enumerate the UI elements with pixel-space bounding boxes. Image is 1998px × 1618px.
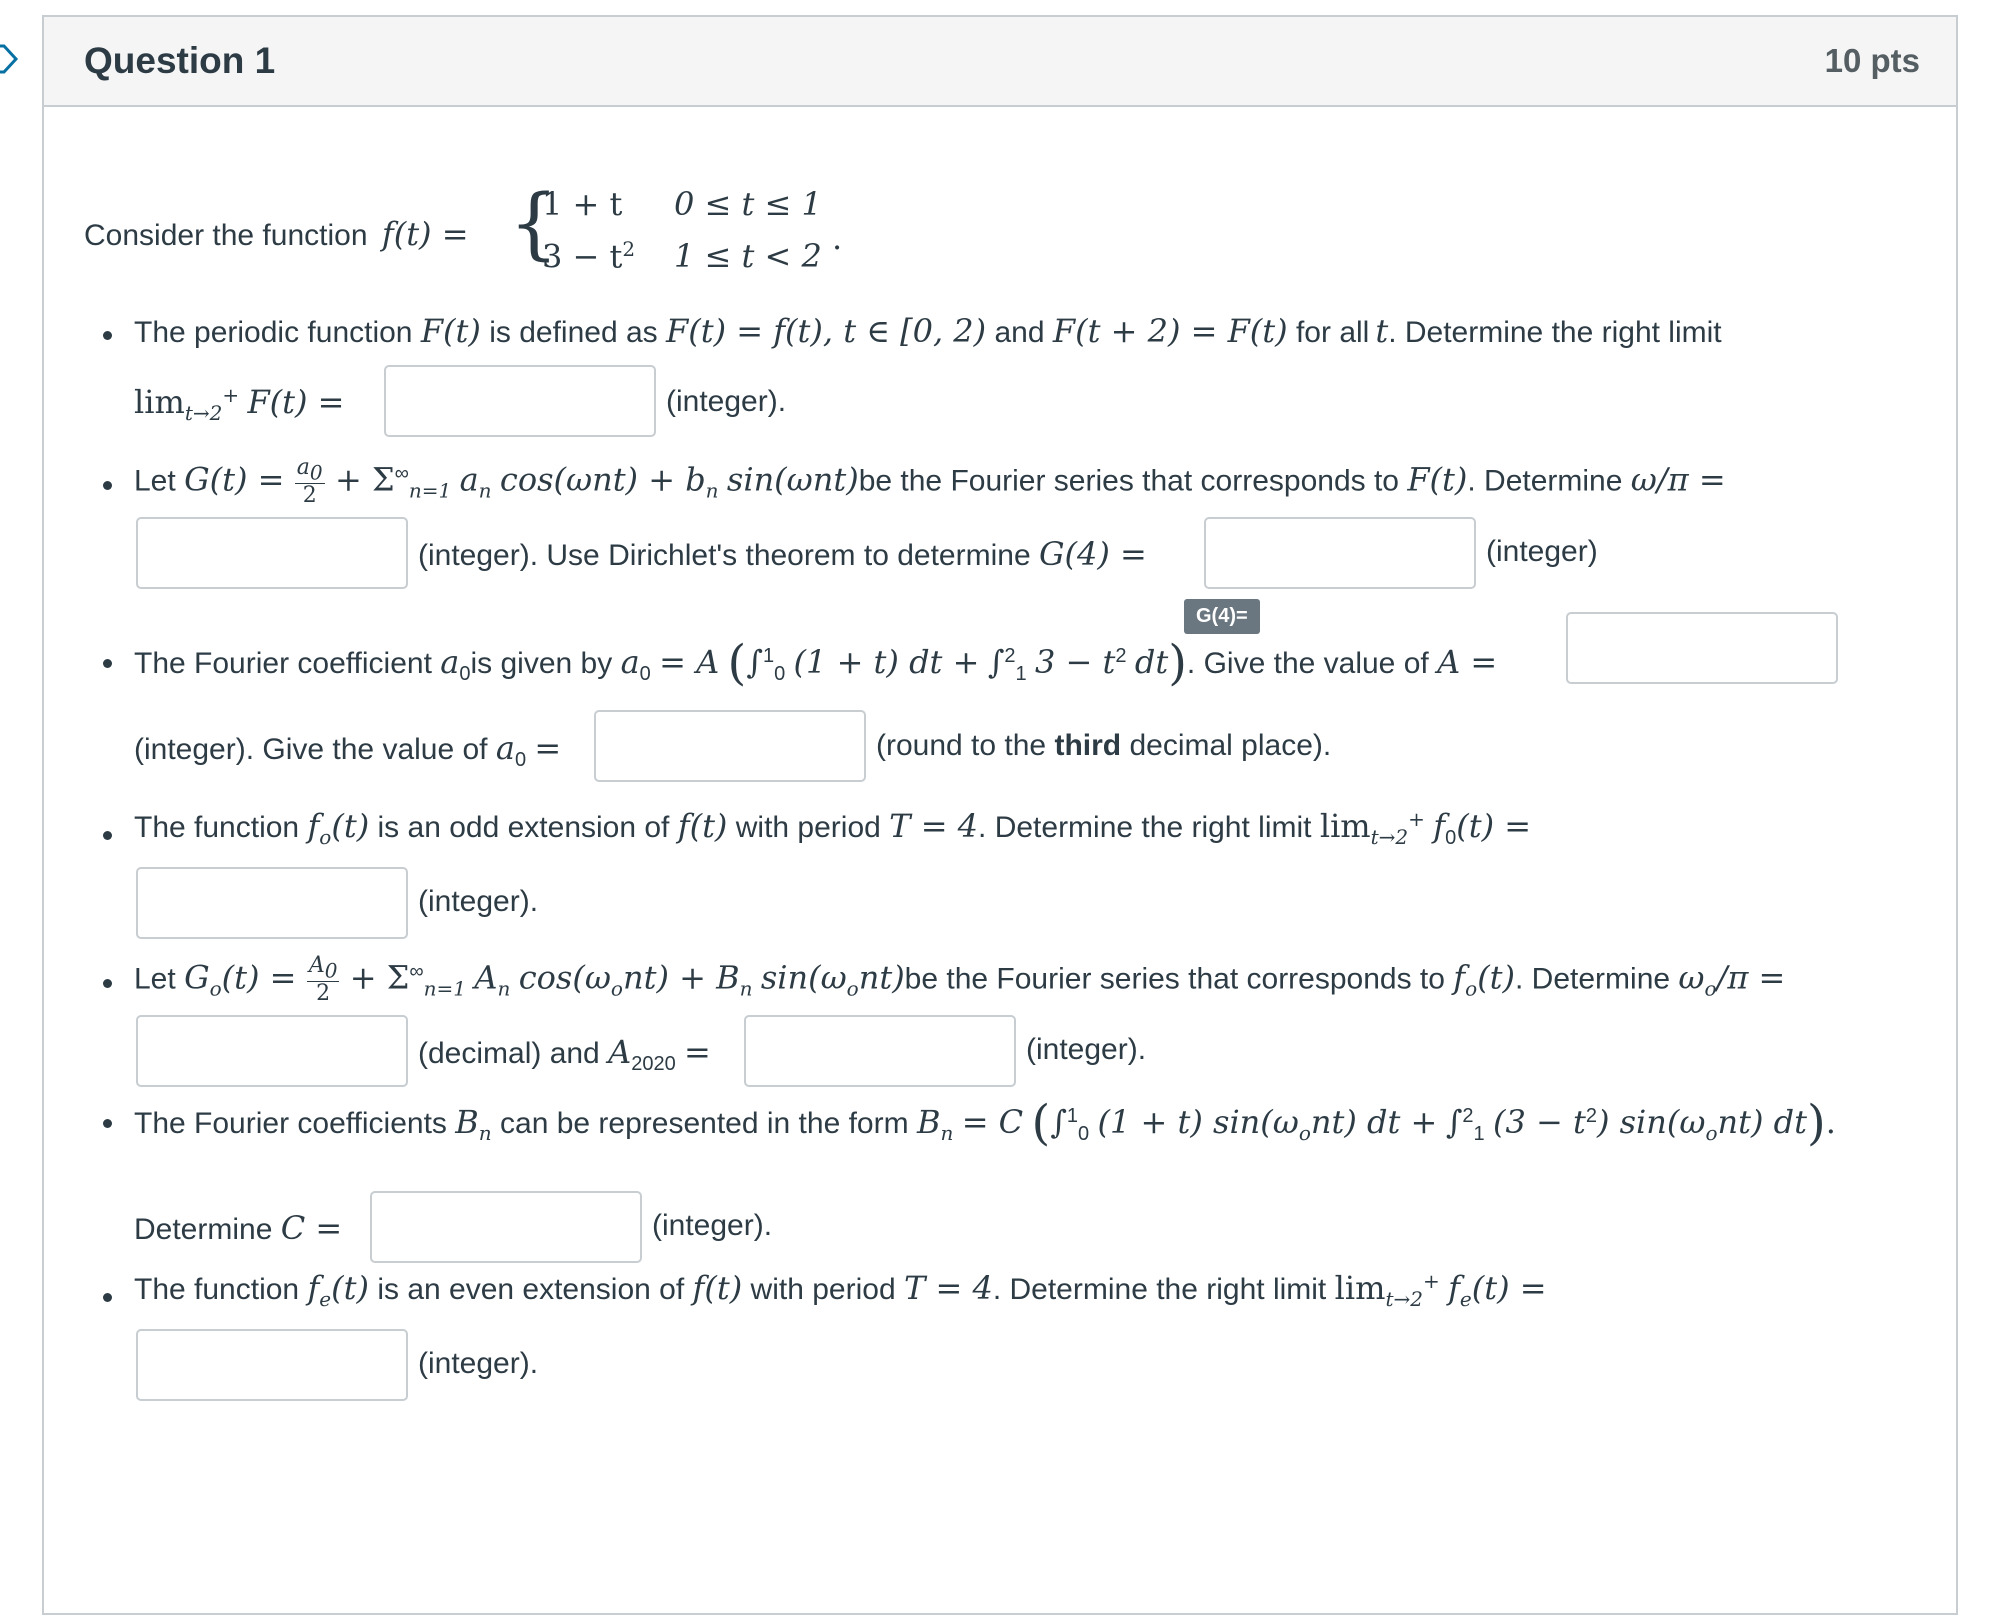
item7-T: T = 4 [903, 1269, 993, 1307]
item1-limsub: t→2 [184, 401, 223, 425]
item6-text-a: The Fourier coefficients [134, 1107, 447, 1140]
intro-label: Consider the function [84, 219, 368, 252]
item1-limsup: + [222, 383, 240, 407]
item3-body2: 3 − t [1035, 643, 1116, 681]
item5-det: . Determine [1515, 962, 1671, 996]
item5-om: ω [1678, 958, 1705, 997]
item2-series-c: sin(ωnt) [726, 460, 859, 499]
item2-sum: + Σ [334, 460, 395, 499]
item5-sum: + Σ [349, 958, 410, 997]
item4-ft: f(t) [677, 807, 728, 845]
item5-sumsup: ∞ [409, 960, 424, 983]
item2-fnumsub: 0 [309, 460, 323, 485]
item7-lim: lim [1334, 1269, 1386, 1307]
item2-hint2: (integer) [1486, 535, 1598, 568]
item6-Bn: B [455, 1103, 479, 1141]
item7-limsup: + [1422, 1269, 1440, 1293]
item3-hint1: (integer). Give the value of [134, 733, 488, 766]
item5-s1sub: n [497, 976, 511, 1001]
item5-sumsub: n=1 [423, 976, 467, 1001]
item6-paren-open: ( [1031, 1095, 1051, 1151]
item4-fosub: o [319, 825, 332, 849]
item7-limsub: t→2 [1385, 1287, 1423, 1311]
item4-fo: f [307, 807, 320, 845]
item4-text-c: with period [735, 811, 881, 844]
item5-omtail: /π = [1716, 958, 1786, 997]
item1-text-b: is defined as [489, 316, 658, 349]
item7-text-a: The function [134, 1273, 300, 1306]
item2-let: Let [134, 464, 176, 498]
item5-fo: f [1453, 958, 1466, 997]
answer-input-3[interactable] [1204, 517, 1476, 589]
item3-int1sub: 0 [774, 663, 786, 685]
item6-body2sup: 2 [1585, 1105, 1597, 1127]
item5-s1: A [474, 958, 498, 997]
item7-fe2tail: (t) = [1471, 1269, 1547, 1307]
item6-int1: ∫ [1050, 1103, 1067, 1141]
item3-a0b: a [495, 729, 515, 767]
answer-input-10[interactable] [136, 1329, 408, 1401]
item2-series-b: cos(ωnt) + b [499, 460, 706, 499]
item5-A2020sub: 2020 [631, 1053, 676, 1075]
item3-int1: ∫ [746, 643, 763, 681]
item1-t: t [1375, 312, 1389, 350]
item2-fnum: a [296, 455, 310, 480]
item4-fot: (t) [331, 807, 370, 845]
item2-line1 [134, 457, 1726, 508]
question-body [44, 107, 1956, 1613]
item3-hint2b: third [1054, 729, 1122, 762]
item2-fden: 2 [302, 483, 317, 509]
bullet-3 [103, 659, 112, 668]
item3-eq: = A [659, 643, 720, 681]
item6-hint: (integer). [652, 1209, 773, 1242]
item5-fosub: o [1465, 976, 1478, 1001]
item5-fden: 2 [316, 981, 331, 1007]
case2-cond: 1 ≤ t < 2 [674, 237, 822, 275]
item7-fesub: e [319, 1287, 332, 1311]
item3-text-a: The Fourier coefficient [134, 647, 432, 680]
item1-limit [134, 383, 344, 425]
item1-periodicity: F(t + 2) = F(t) [1052, 312, 1288, 350]
item6-line1 [134, 1095, 1836, 1151]
case1-expr: 1 + t [542, 185, 623, 223]
item3-body2tail: dt [1134, 643, 1169, 681]
item7-text-d: . Determine the right limit [992, 1273, 1327, 1306]
item3-line1 [134, 635, 1497, 691]
item7-text-b: is an even extension of [377, 1273, 685, 1306]
item6-body2: (3 − t [1492, 1103, 1586, 1141]
item3-hint2a: (round to the [876, 729, 1047, 762]
intro-period: . [832, 219, 843, 257]
item2-series-a: a [459, 460, 479, 499]
item6-line2 [134, 1209, 342, 1247]
item5-line1 [134, 955, 1785, 1006]
item6-int1sup: 1 [1066, 1105, 1079, 1127]
question-points: 10 pts [1824, 42, 1920, 79]
item2-omega: ω/π = [1630, 460, 1726, 499]
item2-frac [295, 457, 325, 508]
case2-expr-base: 3 − t [542, 237, 623, 276]
question-title: Question 1 [84, 40, 276, 81]
item2-hint1: (integer). Use Dirichlet's theorem to determine [418, 539, 1031, 572]
item7-text-c: with period [750, 1273, 896, 1306]
item2-sumsup: ∞ [394, 462, 409, 485]
item7-line1 [134, 1269, 1547, 1311]
item5-A2020: A [608, 1033, 632, 1071]
answer-input-1[interactable] [384, 365, 656, 437]
item3-a0sub: 0 [459, 663, 471, 685]
item3-hint2c: decimal place). [1129, 729, 1332, 762]
piecewise-brace: { [509, 179, 559, 269]
item3-int2sup: 2 [1004, 645, 1016, 667]
answer-input-4[interactable] [1566, 612, 1838, 684]
case2-expr-exp: 2 [622, 237, 636, 261]
item4-limsub: t→2 [1370, 825, 1409, 849]
case1-cond: 0 ≤ t ≤ 1 [674, 185, 822, 223]
item2-series-sub: n [478, 478, 492, 503]
item5-s3: nt) + B [622, 958, 740, 997]
item1-text-e: . Determine the right limit [1388, 316, 1722, 349]
item2-det: . Determine [1467, 464, 1623, 498]
answer-input-5[interactable] [594, 710, 866, 782]
bullet-5 [103, 979, 112, 988]
item5-be: be the Fourier series that corresponds to [904, 962, 1445, 996]
item3-body2sup: 2 [1115, 645, 1127, 667]
item4-line1 [134, 807, 1531, 850]
item5-s4sub: o [846, 976, 859, 1001]
item4-lim: lim [1319, 807, 1371, 845]
item5-hint1: (decimal) and [418, 1037, 600, 1070]
item3-text-c: . Give the value of [1186, 647, 1429, 680]
item3-lhs: a [620, 643, 640, 681]
intro-text [84, 215, 469, 253]
item6-eq: = C [961, 1103, 1024, 1141]
item4-text-b: is an odd extension of [377, 811, 670, 844]
item6-int2sup: 2 [1462, 1105, 1474, 1127]
item6-int2: ∫ [1445, 1103, 1463, 1141]
bullet-4 [103, 831, 112, 840]
item5-Gotail: (t) = [221, 958, 297, 997]
item4-f0sub: 0 [1445, 827, 1457, 849]
item6-Bn2: B [916, 1103, 941, 1141]
bookmark-icon[interactable] [0, 42, 20, 76]
item4-T: T = 4 [889, 807, 979, 845]
item1-text-a: The periodic function [134, 316, 413, 349]
item2-be: be the Fourier series that corresponds to [858, 464, 1399, 498]
item2-G: G(t) = [184, 460, 285, 499]
item6-C: C = [280, 1209, 343, 1247]
item4-f0tail: (t) = [1456, 807, 1532, 845]
item5-s4: sin(ω [760, 958, 847, 997]
item2-series-sub2: n [705, 478, 719, 503]
item6-body1: (1 + t) sin(ω [1097, 1103, 1299, 1141]
item3-a0: a [440, 643, 460, 681]
item6-Bn2sub: n [940, 1121, 954, 1145]
item5-Go: G [184, 958, 210, 997]
answer-input-2[interactable] [136, 517, 408, 589]
item1-limtail: F(t) = [247, 383, 345, 421]
question-header [44, 17, 1956, 107]
item5-s3sub: n [739, 976, 753, 1001]
case2-expr [542, 237, 635, 276]
item2-line2 [418, 535, 1147, 573]
item3-body1: (1 + t) dt + [793, 643, 980, 681]
item3-line2 [134, 729, 561, 772]
answer-tooltip: G(4)= [1184, 599, 1260, 634]
item5-fot: (t) [1477, 958, 1516, 997]
answer-input-8[interactable] [744, 1015, 1016, 1087]
bullet-6 [103, 1119, 112, 1128]
question-card [42, 15, 1958, 1615]
item1-def: F(t) = f(t), t ∈ [0, 2) [666, 312, 987, 350]
item7-fe: f [307, 1269, 320, 1307]
item1-hint: (integer). [666, 385, 787, 418]
item5-let: Let [134, 962, 176, 996]
bullet-7 [103, 1293, 112, 1302]
bullet-2 [103, 481, 112, 490]
item5-fnum: A [308, 953, 325, 978]
item7-fet: (t) [331, 1269, 369, 1307]
answer-input-7[interactable] [136, 1015, 408, 1087]
item1-Ft: F(t) [420, 312, 481, 350]
item1-text-c: and [994, 316, 1045, 349]
item6-int2sub: 1 [1473, 1123, 1485, 1145]
item6-text-b: can be represented in the form [500, 1107, 909, 1140]
item3-text-b: is given by [470, 647, 613, 680]
item5-frac [307, 955, 340, 1006]
answer-input-6[interactable] [136, 867, 408, 939]
intro-fdef: f(t) = [381, 215, 469, 253]
item6-body1sub: o [1298, 1121, 1311, 1145]
item6-body2tail: nt) dt [1717, 1103, 1807, 1141]
item6-int1sub: 0 [1078, 1123, 1090, 1145]
item6-paren-close: ) [1806, 1095, 1826, 1151]
item4-text-a: The function [134, 811, 300, 844]
item5-hint2: (integer). [1026, 1033, 1147, 1066]
item3-lhssub: 0 [639, 663, 651, 685]
item5-A2020eq: = [684, 1033, 711, 1071]
item6-body2b: ) sin(ω [1596, 1103, 1706, 1141]
item5-omsub: o [1704, 976, 1717, 1001]
item4-hint: (integer). [418, 885, 539, 918]
item5-s2sub: o [610, 976, 623, 1001]
item3-int2sub: 1 [1015, 663, 1027, 685]
item3-paren-open: ( [727, 635, 747, 691]
item6-det: Determine [134, 1213, 273, 1246]
item4-text-d: . Determine the right limit [978, 811, 1312, 844]
item2-Ft: F(t) [1407, 460, 1468, 499]
item7-ft: f(t) [692, 1269, 743, 1307]
item1-text-d: for all [1295, 316, 1370, 349]
item4-f0: f [1433, 807, 1446, 845]
item5-s5: nt) [858, 958, 905, 997]
item6-Bnsub: n [478, 1121, 492, 1145]
bullet-1 [103, 331, 112, 340]
item2-G4: G(4) = [1038, 535, 1147, 573]
item3-a0bsub: 0 [514, 749, 527, 771]
item6-body2sub: o [1705, 1121, 1718, 1145]
item2-sumsub: n=1 [408, 478, 452, 503]
item4-limsup: + [1408, 807, 1425, 831]
item3-hint2 [876, 729, 1331, 763]
item6-period: . [1825, 1103, 1836, 1141]
item3-A: A = [1437, 643, 1498, 681]
item1-line1 [134, 312, 1722, 350]
item3-int2: ∫ [987, 643, 1005, 681]
item5-line2 [418, 1033, 711, 1076]
item5-fnumsub: 0 [324, 958, 338, 983]
answer-input-9[interactable] [370, 1191, 642, 1263]
item1-lim: lim [134, 383, 185, 421]
item3-a0beq: = [534, 729, 562, 767]
item3-paren-close: ) [1168, 635, 1187, 691]
item7-fe2: f [1448, 1269, 1460, 1307]
item7-fe2sub: e [1459, 1287, 1472, 1311]
item6-body1tail: nt) dt + [1310, 1103, 1438, 1141]
item5-Gosub: o [209, 976, 222, 1001]
item5-s2: cos(ω [518, 958, 611, 997]
item3-int1sup: 1 [762, 645, 775, 667]
item7-hint: (integer). [418, 1347, 539, 1380]
